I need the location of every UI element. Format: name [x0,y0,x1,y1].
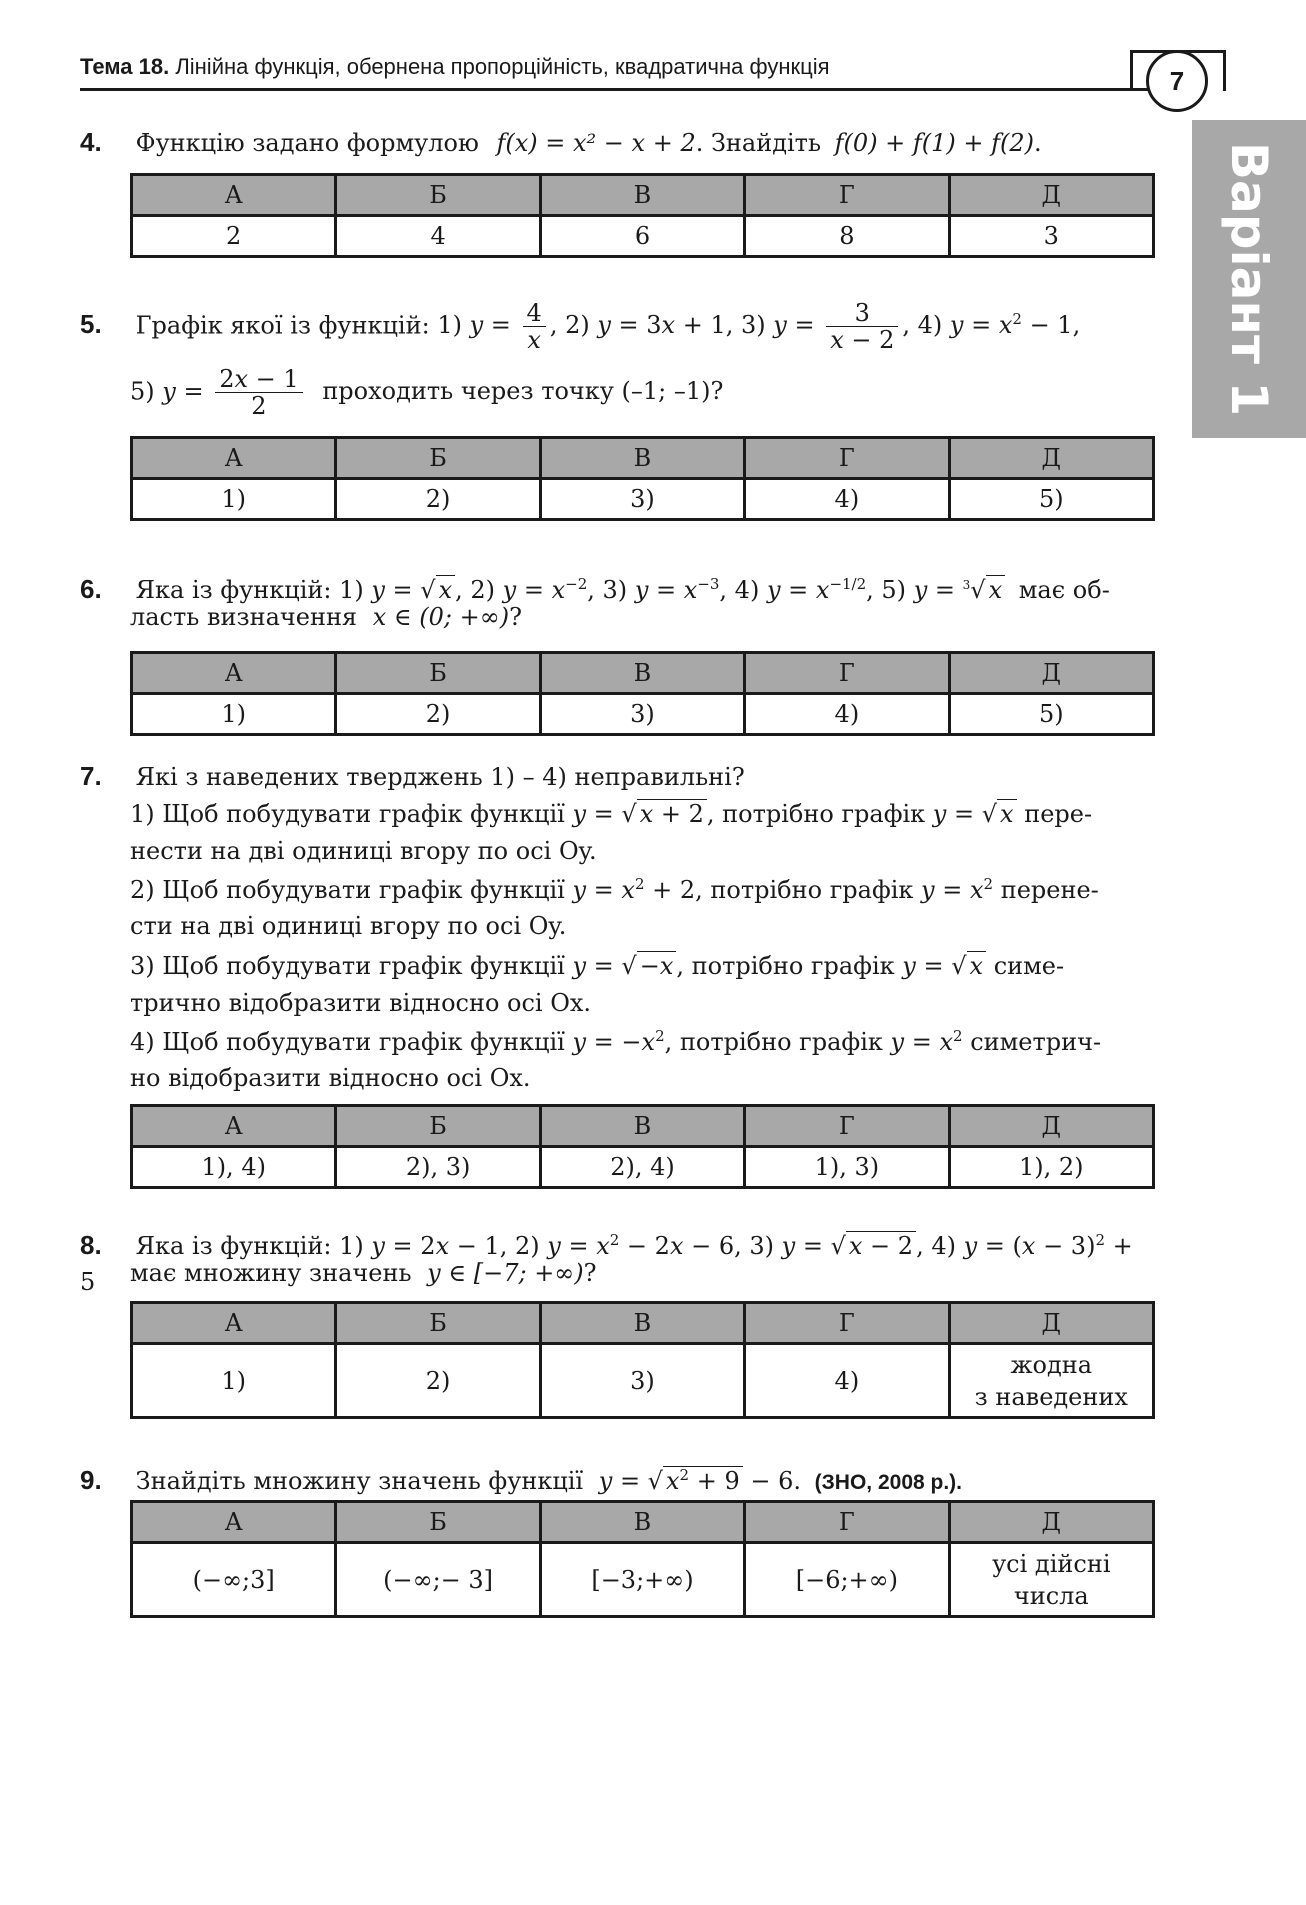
answer-header: Г [745,1303,949,1344]
answer-option: 4 [336,216,540,257]
answer-header: Г [745,438,949,479]
statement-2: 2) Щоб побудувати графік функції $y = x^2 + 2$, потрібно графік $y = x^2$ перене- [130,875,1099,904]
answer-header: Б [336,1106,540,1147]
question-6-line2 [130,603,522,631]
answer-table-q9 [130,1500,1155,1618]
answer-option: 4) [745,479,949,520]
answer-header: Д [949,175,1153,216]
answer-table-q7 [130,1104,1155,1189]
answer-header: В [540,1502,744,1543]
answer-header: Г [745,175,949,216]
answer-header: Г [745,1106,949,1147]
answer-header: Б [336,175,540,216]
answer-header: А [132,438,336,479]
statement-text: 1) Щоб побудувати графік функції [130,800,565,828]
answer-option: (−∞;− 3] [336,1543,540,1617]
question-number: 9. [80,1465,102,1495]
answer-option: 1), 3) [745,1147,949,1188]
question-7 [80,758,1155,795]
question-text: . Знайдіть [695,129,822,157]
answer-header: В [540,438,744,479]
punct: ? [509,603,522,631]
answer-option: 3) [540,694,744,735]
punct: . [1034,129,1042,157]
question-number: 7. [80,761,102,791]
variant-label: Варіант 1 [1220,141,1278,417]
answer-option: 3) [540,1344,744,1418]
answer-header: А [132,653,336,694]
answer-header: Г [745,653,949,694]
question-number: 4. [80,127,102,157]
expression: f(0) + f(1) + f(2) [834,129,1035,157]
page-number: 7 [1146,50,1208,112]
statement-1-line2: нести на дві одиниці вгору по осі Oy. [130,837,597,865]
answer-option: 4) [745,1344,949,1418]
statement-3-line2: трично відобразити відносно осі Ox. [130,989,592,1017]
answer-header: А [132,1502,336,1543]
question-text: Яка із функцій: [135,1232,332,1260]
answer-option: 3) [540,479,744,520]
statement-text: пере- [1024,800,1093,828]
statement-text: , потрібно графік [695,876,914,904]
answer-header: В [540,1106,744,1147]
range-expression: y ∈ [−7; +∞) [427,1259,584,1287]
question-text: має множину значень [130,1259,412,1287]
statement-3: 3) Щоб побудувати графік функції y = √ −x , потрібно графік y = √ x симе- [130,952,1065,980]
answer-header: А [132,175,336,216]
statement-text: 4) Щоб побудувати графік функції [130,1028,565,1056]
function-list: 1) y = 2x − 1, 2) $y = x^2 - 2x - 6$, 3) y = √ x − 2 , 4) $y = (x - 3)^2 + 5$ [80,1231,1133,1296]
statement-text: , потрібно графік [664,1028,883,1056]
answer-option: 5) [949,694,1153,735]
answer-option: 2), 4) [540,1147,744,1188]
answer-table-q4 [130,173,1155,258]
page-header [80,50,1185,96]
answer-option: 1), 4) [132,1147,336,1188]
answer-option [949,1543,1153,1617]
answer-option: 2 [132,216,336,257]
statement-text: , потрібно графік [676,952,895,980]
header-rule [80,88,1150,91]
answer-option: 2) [336,694,540,735]
answer-option [949,1344,1153,1418]
answer-header: Д [949,1303,1153,1344]
answer-option-line: числа [1013,1581,1089,1610]
answer-option: 8 [745,216,949,257]
question-6 [80,566,1155,608]
statement-4-line2: но відобразити відносно осі Ox. [130,1064,531,1092]
statement-text: перене- [1000,876,1099,904]
answer-option: 1), 2) [949,1147,1153,1188]
domain-expression: x ∈ (0; +∞) [372,603,510,631]
answer-table-q8 [130,1301,1155,1419]
answer-header: В [540,175,744,216]
answer-option: 1) [132,694,336,735]
answer-header: Д [949,438,1153,479]
answer-option: 3 [949,216,1153,257]
header-title [80,54,830,80]
statement-text: симетрич- [970,1028,1102,1056]
question-number: 8. [80,1230,102,1260]
statement-text: 3) Щоб побудувати графік функції [130,952,565,980]
question-number: 5. [80,309,102,340]
question-text: Знайдіть множину значень функції [135,1467,584,1495]
question-number: 6. [80,574,102,604]
answer-option: 2) [336,1344,540,1418]
question-text: Функцію задано формулою [135,129,479,157]
question-text: Які з наведених тверджень 1) – 4) неправильні? [135,763,745,791]
answer-header: Д [949,1106,1153,1147]
answer-option: 2) [336,479,540,520]
answer-header: Б [336,1303,540,1344]
answer-option: [−3;+∞) [540,1543,744,1617]
statement-1: 1) Щоб побудувати графік функції y = √ x + 2 , потрібно графік y = √ x пере- [130,800,1093,828]
answer-option: 1) [132,479,336,520]
answer-header: Б [336,653,540,694]
statement-2-line2: сти на дві одиниці вгору по осі Oy. [130,912,567,940]
question-5-line2: 5) y = $\frac{2x - 1}{2}$ проходить через точку (–1; –1)? [130,365,724,421]
header-theme-label: Тема 18. [80,54,170,79]
answer-header: Б [336,438,540,479]
formula: f(x) = x² − x + 2 [496,129,696,157]
answer-header: В [540,1303,744,1344]
answer-table-q6 [130,651,1155,736]
answer-header: Д [949,1502,1153,1543]
question-8-line2 [130,1259,597,1287]
punct: . [793,1467,801,1495]
statement-4: 4) Щоб побудувати графік функції $y = -x^2$, потрібно графік $y = x^2$ симетрич- [130,1027,1102,1056]
answer-option: 1) [132,1344,336,1418]
question-text: ласть визначення [130,603,358,631]
function-list: 1) y = $\frac{4}{x}$ , 2) y = 3x + 1, 3) y = $\frac{3}{x - 2}$ , 4) $y = x^2 - 1$, [437,299,1081,355]
header-theme-title: Лінійна функція, обернена пропорційність, квадратична функція [175,54,830,79]
answer-header: Б [336,1502,540,1543]
answer-table-q5 [130,436,1155,521]
answer-option: 2), 3) [336,1147,540,1188]
answer-option: (−∞;3] [132,1543,336,1617]
answer-option-line: з наведених [974,1382,1128,1411]
answer-header: Г [745,1502,949,1543]
question-text: Графік якої із функцій: [135,311,430,340]
function-list: 1) y = √ x , 2) $y = x^{-2}$, 3) $y = x^{-3}$, 4) $y = x^{-1/2}$, 5) y = $^3$√ x [339,576,1013,604]
answer-header: Д [949,653,1153,694]
statement-text: , потрібно графік [706,800,926,828]
question-9 [80,1457,1155,1501]
answer-header: В [540,653,744,694]
question-4 [80,124,1155,161]
answer-option-line: жодна [1010,1350,1093,1379]
question-text: має об- [1018,576,1110,604]
source-note: (ЗНО, 2008 р.). [814,1471,962,1494]
statement-text: симе- [993,952,1065,980]
answer-option: 5) [949,479,1153,520]
statement-text: 2) Щоб побудувати графік функції [130,876,565,904]
function-formula: y = √ $x^2 + 9 - 6$ [598,1466,794,1495]
question-text: проходить через точку (–1; –1)? [322,377,724,406]
question-5 [80,300,1155,354]
variant-tab [1192,120,1306,438]
answer-option: [−6;+∞) [745,1543,949,1617]
answer-option: 6 [540,216,744,257]
answer-option-line: усі дійсні [992,1549,1111,1578]
answer-option: 4) [745,694,949,735]
question-text: Яка із функцій: [135,576,332,604]
punct: ? [583,1259,597,1287]
answer-header: А [132,1106,336,1147]
answer-header: А [132,1303,336,1344]
